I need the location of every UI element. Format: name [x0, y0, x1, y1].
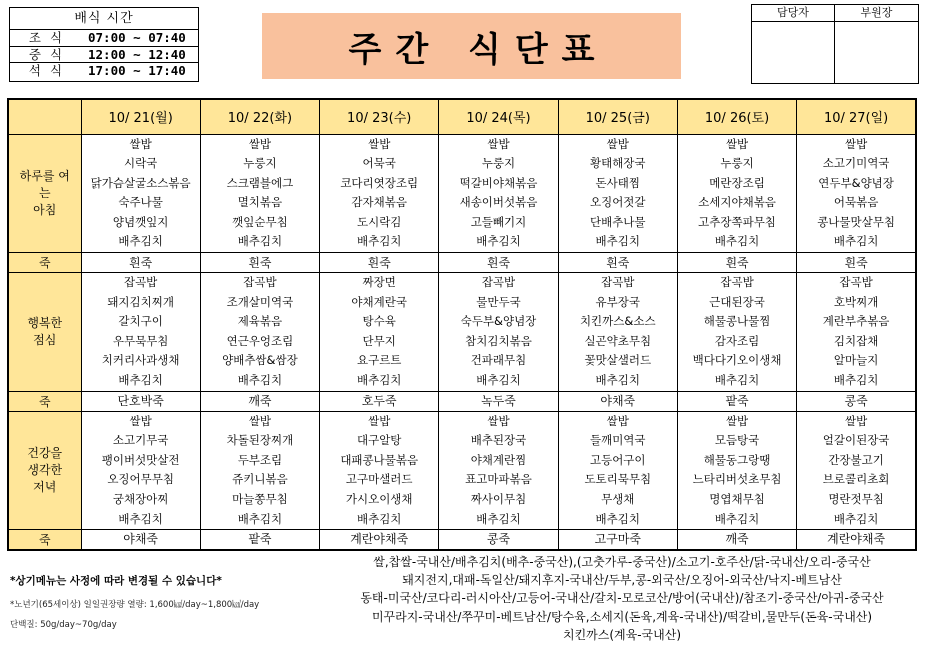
menu-item: 배추김치 [476, 511, 521, 526]
approval-head-manager: 담당자 [752, 5, 834, 22]
lunch-row-label [8, 273, 81, 392]
menu-item: 근대된장국 [709, 294, 765, 309]
lunch-menu-cell [439, 273, 558, 392]
menu-item: 두부조림 [237, 452, 283, 467]
menu-item: 소세지야채볶음 [698, 195, 776, 210]
menu-item: 야채계란찜 [470, 452, 527, 467]
porridge-cell: 녹두죽 [439, 391, 558, 411]
porridge-cell: 야채죽 [558, 391, 677, 411]
meal-time-label: 조식 [28, 30, 72, 45]
origin-line: 치킨까스(계육-국내산) [562, 627, 682, 642]
porridge-cell: 흰죽 [81, 253, 200, 273]
menu-item: 대구알탕 [356, 433, 402, 448]
menu-item: 쌀밥 [368, 413, 391, 428]
day-header: 10/ 21(월) [81, 99, 200, 134]
menu-item: 숙주나물 [118, 195, 163, 210]
menu-item: 마늘쫑무침 [232, 492, 288, 506]
weekly-menu-table [7, 98, 917, 551]
dinner-menu-cell [558, 411, 677, 530]
meal-time-box [9, 7, 199, 82]
menu-item: 요구르트 [356, 353, 402, 368]
menu-item: 모듬탕국 [714, 433, 760, 448]
menu-item: 오징어무무침 [107, 472, 174, 487]
breakfast-row-label [8, 134, 81, 253]
menu-item: 감자채볶음 [351, 195, 407, 210]
breakfast_porridge-row [8, 253, 916, 273]
porridge-row-label: 죽 [8, 530, 81, 550]
breakfast-menu-cell [81, 134, 200, 253]
day-header: 10/ 26(토) [677, 99, 796, 134]
menu-item: 어묵국 [362, 156, 396, 171]
menu-item: 우무묵무침 [112, 333, 169, 348]
dinner-row-label [8, 411, 81, 530]
menu-item: 계란부추볶음 [822, 314, 890, 329]
porridge-cell: 콩죽 [797, 391, 916, 411]
day-header: 10/ 25(금) [558, 99, 677, 134]
menu-item: 배추김치 [118, 234, 163, 249]
menu-item: 쌀밥 [844, 413, 868, 428]
menu-item: 스크램블에그 [226, 175, 294, 190]
porridge-cell: 호두죽 [320, 391, 439, 411]
menu-item: 치킨까스&소스 [579, 314, 656, 329]
porridge-cell: 계란야채죽 [320, 530, 439, 550]
meal-time-value: 17:00 ~ 17:40 [88, 63, 186, 78]
menu-item: 간장불고기 [828, 452, 884, 467]
porridge-cell: 팥죽 [200, 530, 319, 550]
day-header: 10/ 23(수) [320, 99, 439, 134]
menu-item: 소고기무국 [112, 433, 169, 448]
origin-line: 동태-미국산/코다리-러시아산/고등어-국내산/갈치-모로코산/방어(국내산)/참조기-중국산/아귀-중국산 [360, 591, 884, 606]
breakfast-menu-cell [439, 134, 558, 253]
meal-time-title: 배식 시간 [10, 8, 198, 30]
menu-item: 잡곡밥 [601, 275, 635, 290]
approval-box [751, 4, 919, 84]
row-label-line: 저녁 [33, 479, 57, 494]
page-title: 주간 식단표 [262, 13, 681, 79]
menu-item: 쌀밥 [725, 136, 749, 151]
porridge-cell: 흰죽 [677, 253, 796, 273]
menu-item: 팽이버섯맛살전 [101, 452, 180, 467]
dinner-menu-cell [81, 411, 200, 530]
breakfast-menu-cell [558, 134, 677, 253]
dinner-menu-cell [320, 411, 439, 530]
menu-item: 황태해장국 [589, 156, 646, 171]
menu-item: 배추김치 [476, 373, 521, 388]
day-header: 10/ 27(일) [797, 99, 916, 134]
lunch-row [8, 273, 916, 392]
menu-item: 시락국 [123, 156, 158, 171]
porridge-cell: 고구마죽 [558, 530, 677, 550]
menu-item: 배추김치 [118, 373, 163, 388]
row-label-line: 는 [38, 185, 51, 200]
porridge-cell: 흰죽 [200, 253, 319, 273]
meal-time-row-lunch [10, 47, 198, 64]
dinner-menu-cell [439, 411, 558, 530]
row-label-line: 점심 [33, 332, 57, 347]
menu-item: 참치김치볶음 [465, 333, 532, 348]
menu-item: 궁채장아찌 [112, 492, 169, 506]
menu-item: 누룽지 [481, 156, 516, 171]
approval-col-manager [752, 5, 835, 83]
menu-item: 도시락김 [356, 214, 402, 229]
menu-item: 배추김치 [595, 511, 640, 526]
menu-item: 닭가슴살굴소스볶음 [90, 175, 191, 190]
menu-item: 고구마샐러드 [345, 472, 413, 487]
change-notice: *상기메뉴는 사정에 따라 변경될 수 있습니다* [10, 575, 222, 587]
menu-item: 코다리엿장조림 [340, 175, 419, 190]
porridge-cell: 흰죽 [439, 253, 558, 273]
menu-item: 야채계란국 [351, 294, 407, 309]
menu-item: 조개살미역국 [226, 294, 294, 309]
menu-item: 표고마파볶음 [465, 472, 532, 487]
dinner_porridge-row [8, 530, 916, 550]
menu-item: 양배추쌈&쌈장 [222, 353, 298, 368]
origin-line: 미꾸라지-국내산/쭈꾸미-베트남산/탕수육,소세지(돈육,계육-국내산)/떡갈비,물만두(돈육-국내산) [371, 609, 873, 624]
menu-item: 호박찌개 [833, 294, 879, 309]
origin-line: 돼지전지,대패-독일산/돼지후지-국내산/두부,콩-외국산/오징어-외국산/낙지-베트남산 [402, 573, 842, 588]
menu-item: 배추김치 [356, 234, 402, 249]
dinner-menu-cell [677, 411, 796, 530]
porridge-cell: 콩죽 [439, 530, 558, 550]
menu-item: 소고기미역국 [822, 156, 890, 171]
menu-item: 배추김치 [833, 234, 879, 249]
dinner-row [8, 411, 916, 530]
menu-item: 제육볶음 [237, 314, 283, 329]
menu-item: 쌀밥 [725, 413, 749, 428]
menu-item: 돼지김치찌개 [107, 294, 174, 309]
menu-item: 배추김치 [714, 511, 760, 526]
porridge-cell: 흰죽 [320, 253, 439, 273]
menu-item: 짜사이무침 [470, 492, 527, 506]
meal-time-row-dinner [10, 63, 198, 80]
porridge-cell: 깨죽 [677, 530, 796, 550]
menu-item: 잡곡밥 [243, 275, 277, 290]
menu-item: 쌀밥 [248, 136, 272, 151]
menu-item: 꽃맛살샐러드 [584, 353, 652, 368]
row-label-line: 건강을 [27, 445, 63, 460]
menu-item: 배추김치 [476, 234, 521, 249]
day-header: 10/ 22(화) [200, 99, 319, 134]
menu-item: 유부장국 [595, 294, 640, 309]
menu-item: 알마늘지 [833, 353, 879, 368]
approval-sign-area[interactable] [835, 22, 918, 83]
menu-item: 쌀밥 [487, 136, 510, 151]
menu-item: 쌀밥 [129, 136, 152, 151]
menu-item: 쌀밥 [606, 136, 629, 151]
menu-item: 배추김치 [833, 511, 879, 526]
porridge-cell: 계란야채죽 [797, 530, 916, 550]
lunch-menu-cell [81, 273, 200, 392]
menu-item: 배추김치 [595, 373, 640, 388]
origin-info [322, 553, 922, 644]
menu-item: 배추김치 [595, 234, 640, 249]
menu-item: 양념깻잎지 [112, 214, 169, 229]
meal-time-label: 중식 [28, 46, 72, 62]
menu-item: 해물콩나물찜 [703, 314, 771, 329]
menu-item: 명엽채무침 [709, 492, 765, 506]
menu-item: 고들빼기지 [470, 214, 527, 229]
menu-item: 쌀밥 [606, 413, 629, 428]
menu-item: 잡곡밥 [720, 275, 754, 290]
row-label-line: 행복한 [27, 315, 63, 330]
menu-item: 고추장쪽파무침 [698, 214, 776, 229]
nutrition-note-protein: 단백질: 50g/day~70g/day [10, 620, 117, 630]
breakfast-row [8, 134, 916, 253]
menu-item: 가시오이생채 [345, 492, 413, 506]
menu-item: 배추김치 [714, 373, 760, 388]
menu-item: 멸치볶음 [237, 195, 283, 210]
menu-item: 치커리사과생채 [101, 353, 180, 368]
porridge-cell: 흰죽 [797, 253, 916, 273]
meal-time-value: 07:00 ~ 07:40 [88, 30, 186, 45]
menu-item: 어묵볶음 [833, 195, 879, 210]
menu-item: 감자조림 [714, 333, 760, 348]
menu-item: 떡갈비야채볶음 [459, 175, 538, 190]
lunch-menu-cell [558, 273, 677, 392]
menu-item: 잡곡밥 [839, 275, 873, 290]
menu-item: 실곤약초무침 [584, 333, 652, 348]
menu-item: 단무지 [362, 333, 396, 348]
porridge-cell: 팥죽 [677, 391, 796, 411]
origin-line: 쌀,찹쌀-국내산/배추김치(배추-중국산),(고춧가루-중국산)/소고기-호주산/닭-국내산/오리-중국산 [373, 555, 871, 569]
menu-item: 고등어구이 [589, 452, 646, 467]
menu-item: 들깨미역국 [589, 433, 646, 448]
menu-item: 건파래무침 [470, 353, 527, 368]
menu-item: 물만두국 [476, 294, 521, 309]
breakfast-menu-cell [320, 134, 439, 253]
menu-item: 해물동그랑땡 [703, 452, 771, 467]
menu-item: 백다다기오이생채 [692, 353, 782, 368]
menu-item: 누룽지 [720, 156, 754, 171]
lunch-menu-cell [200, 273, 319, 392]
menu-item: 배추김치 [356, 373, 402, 388]
row-label-line: 하루를 여 [19, 168, 70, 183]
menu-item: 잡곡밥 [123, 275, 158, 290]
nutrition-note-calories: *노년기(65세이상) 일일권장량 열량: 1,600㎉/day~1,800㎉/day [10, 600, 260, 610]
porridge-row-label: 죽 [8, 391, 81, 411]
approval-sign-area[interactable] [752, 22, 834, 83]
menu-item: 연두부&양념장 [818, 175, 894, 190]
menu-item: 오징어젓갈 [589, 195, 646, 210]
menu-item: 차돌된장찌개 [226, 433, 294, 448]
breakfast-menu-cell [677, 134, 796, 253]
dinner-menu-cell [200, 411, 319, 530]
menu-item: 돈사태찜 [595, 175, 640, 190]
menu-item: 얼갈이된장국 [822, 433, 890, 448]
menu-item: 배추김치 [714, 234, 760, 249]
menu-item: 배추김치 [356, 511, 402, 526]
breakfast-menu-cell [797, 134, 916, 253]
lunch-menu-cell [677, 273, 796, 392]
menu-item: 도토리묵무침 [584, 472, 652, 487]
menu-item: 단배추나물 [589, 214, 646, 229]
menu-item: 명란젓무침 [828, 492, 884, 506]
menu-item: 대패콩나물볶음 [340, 452, 419, 467]
menu-item: 콩나물맛살무침 [817, 214, 895, 229]
menu-item: 브로콜리초회 [822, 472, 890, 487]
menu-item: 연근우엉조림 [226, 333, 294, 348]
menu-item: 무생채 [601, 492, 635, 506]
approval-col-vice-director [835, 5, 918, 83]
meal-time-label: 석식 [28, 63, 72, 78]
porridge-cell: 야채죽 [81, 530, 200, 550]
menu-item: 쌀밥 [368, 136, 391, 151]
porridge-row-label: 죽 [8, 253, 81, 273]
menu-item: 갈치구이 [118, 314, 163, 329]
menu-item: 쌀밥 [487, 413, 510, 428]
menu-item: 누룽지 [243, 156, 277, 171]
menu-item: 짜장면 [362, 275, 396, 290]
menu-item: 배추김치 [237, 373, 283, 388]
porridge-cell: 단호박죽 [81, 391, 200, 411]
menu-item: 쥬키니볶음 [232, 472, 288, 487]
menu-item: 배추김치 [237, 234, 283, 249]
menu-item: 배추김치 [237, 511, 283, 526]
menu-item: 깻잎순무침 [232, 214, 288, 229]
approval-head-vice-director: 부원장 [835, 5, 918, 22]
menu-item: 숙두부&양념장 [460, 314, 537, 329]
menu-item: 배추김치 [833, 373, 879, 388]
lunch-menu-cell [320, 273, 439, 392]
menu-item: 메란장조림 [709, 175, 765, 190]
porridge-cell: 흰죽 [558, 253, 677, 273]
porridge-cell: 깨죽 [200, 391, 319, 411]
meal-time-row-breakfast [10, 30, 198, 47]
menu-item: 김치잡채 [833, 333, 879, 348]
row-label-line: 아침 [33, 202, 57, 217]
menu-item: 탕수육 [362, 314, 396, 329]
menu-item: 배추된장국 [470, 433, 527, 448]
day-header: 10/ 24(목) [439, 99, 558, 134]
lunch_porridge-row [8, 391, 916, 411]
menu-item: 쌀밥 [248, 413, 272, 428]
corner-cell [8, 99, 81, 134]
lunch-menu-cell [797, 273, 916, 392]
menu-item: 쌀밥 [844, 136, 868, 151]
day-header-row [8, 99, 916, 134]
menu-item: 쌀밥 [129, 413, 152, 428]
menu-item: 배추김치 [118, 511, 163, 526]
breakfast-menu-cell [200, 134, 319, 253]
menu-item: 새송이버섯볶음 [459, 195, 538, 210]
menu-item: 느타리버섯초무침 [692, 472, 782, 487]
dinner-menu-cell [797, 411, 916, 530]
menu-item: 잡곡밥 [481, 275, 516, 290]
row-label-line: 생각한 [27, 462, 63, 477]
meal-time-value: 12:00 ~ 12:40 [88, 46, 186, 62]
